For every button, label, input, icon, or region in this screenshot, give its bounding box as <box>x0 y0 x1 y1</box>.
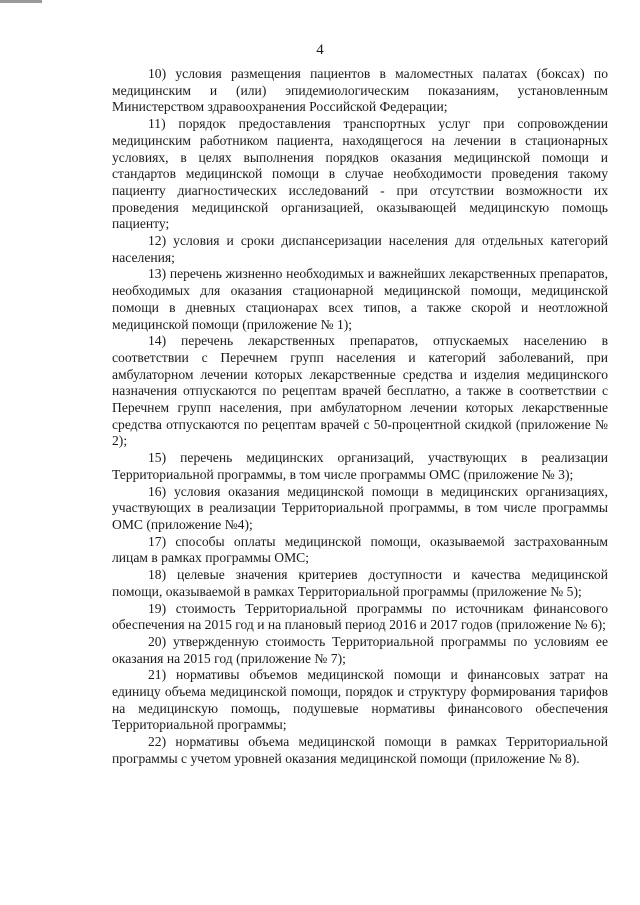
list-item: 19) стоимость Территориальной программы по источникам финансового обеспечения на 2015 год и на плановый период 2016 и 2017 годов (приложение № 6); <box>112 600 608 633</box>
list-item: 22) нормативы объема медицинской помощи в рамках Территориальной программы с учетом уровней оказания медицинской помощи (приложение № 8). <box>112 734 608 766</box>
list-item: 17) способы оплаты медицинской помощи, оказываемой застрахованным лицам в рамках программы ОМС; <box>112 533 608 566</box>
list-item: 13) перечень жизненно необходимых и важнейших лекарственных препаратов, необходимых для оказания стационарной медицинской помощи, медицинской помощи в дневных стационарах всех типов, а также скорой и неотложной медицинской помощи (приложение № 1); <box>112 266 608 332</box>
list-item: 18) целевые значения критериев доступности и качества медицинской помощи, оказываемой в рамках Территориальной программы (приложение № 5); <box>112 567 608 599</box>
list-item: 15) перечень медицинских организаций, участвующих в реализации Территориальной программы, в том числе программы ОМС (приложение № 3); <box>112 450 608 482</box>
scan-corner-mark <box>0 0 42 3</box>
document-body <box>112 66 608 768</box>
list-item: 20) утвержденную стоимость Территориальной программы по условиям ее оказания на 2015 год (приложение № 7); <box>112 633 608 666</box>
list-item: 11) порядок предоставления транспортных услуг при сопровождении медицинским работником пациента, находящегося на лечении в стационарных условиях, в целях выполнения порядков оказания медицинской помощи и стандартов медицинской помощи в случае необходимости проведения такому пациенту диагностических исследований - при отсутствии возможности их проведения медицинской организацией, оказывающей медицинскую помощь пациенту; <box>112 116 608 232</box>
list-item: 16) условия оказания медицинской помощи в медицинских организациях, участвующих в реализации Территориальной программы, в том числе программы ОМС (приложение №4); <box>112 483 608 532</box>
list-item: 14) перечень лекарственных препаратов, отпускаемых населению в соответствии с Перечнем групп населения и категорий заболеваний, при амбулаторном лечении которых лекарственные средства и изделия медицинского назначения отпускаются по рецептам врачей бесплатно, а также в соответствии с Перечнем групп населения, при амбулаторном лечении которых лекарственные средства отпускаются по рецептам врачей с 50-процентной скидкой (приложение № 2); <box>112 333 608 449</box>
list-item: 12) условия и сроки диспансеризации населения для отдельных категорий населения; <box>112 233 608 265</box>
list-item: 21) нормативы объемов медицинской помощи и финансовых затрат на единицу объема медицинской помощи, порядок и структуру формирования тарифов на медицинскую помощь, подушевые нормативы финансового обеспечения Территориальной программы; <box>112 667 608 733</box>
page-number: 4 <box>316 42 324 58</box>
list-item: 10) условия размещения пациентов в маломестных палатах (боксах) по медицинским и (или) эпидемиологическим показаниям, установленным Министерством здравоохранения Российской Федерации; <box>112 66 608 115</box>
